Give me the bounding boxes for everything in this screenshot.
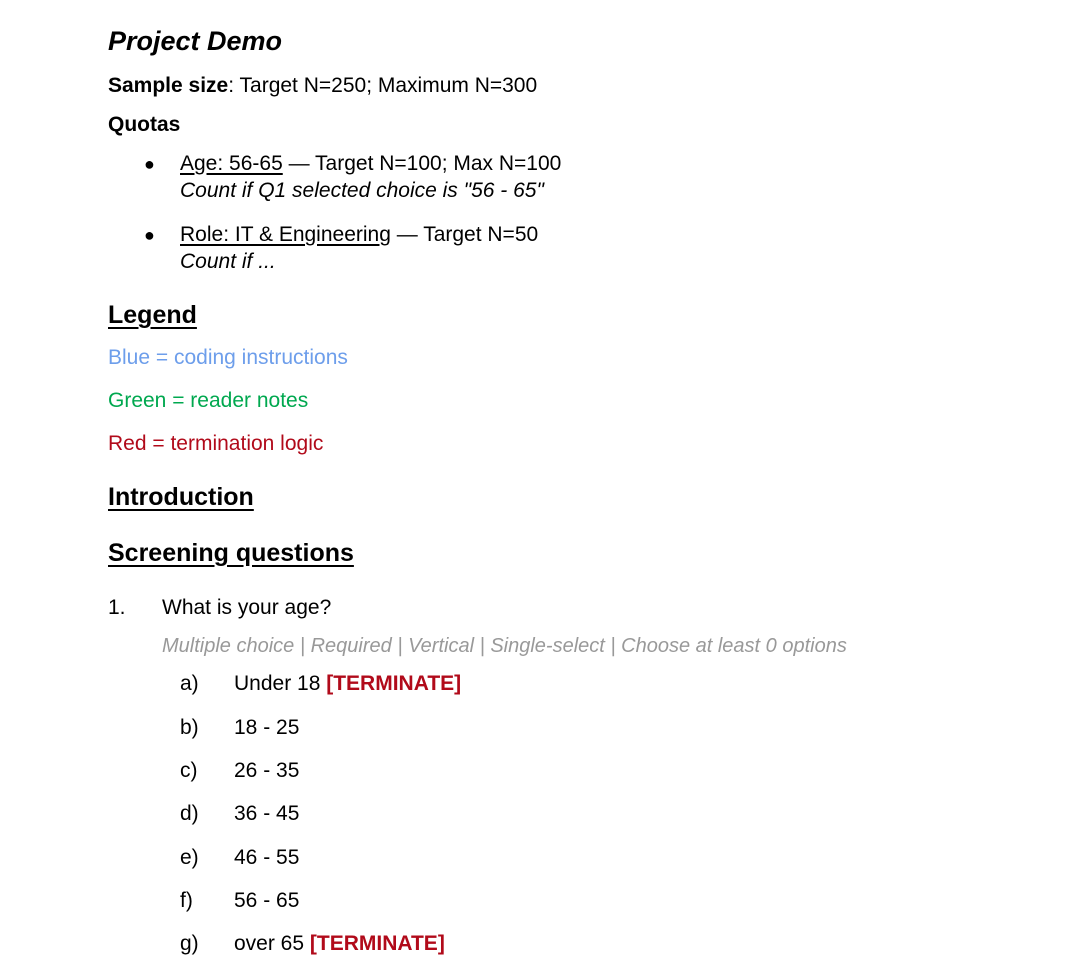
introduction-heading: Introduction — [108, 483, 254, 511]
quota-name: Age: 56-65 — [180, 152, 283, 175]
option-letter: e) — [180, 846, 199, 869]
option-letter: f) — [180, 889, 193, 912]
quota-note: Count if Q1 selected choice is "56 - 65" — [180, 179, 544, 202]
legend-green: Green = reader notes — [108, 389, 309, 412]
option-b: 18 - 25 — [234, 716, 300, 739]
option-d: 36 - 45 — [234, 802, 300, 825]
terminate-flag: [TERMINATE] — [309, 932, 445, 955]
option-letter: b) — [180, 716, 199, 739]
bullet-icon: ● — [144, 225, 155, 245]
legend-heading: Legend — [108, 301, 197, 329]
question-meta: Multiple choice | Required | Vertical | Single-select | Choose at least 0 options — [162, 635, 847, 657]
bullet-icon: ● — [144, 154, 155, 174]
option-text: over 65 — [234, 932, 305, 955]
legend-blue: Blue = coding instructions — [108, 346, 348, 369]
quota-note: Count if ... — [180, 250, 276, 273]
option-c: 26 - 35 — [234, 759, 300, 782]
legend-red: Red = termination logic — [108, 432, 324, 455]
question-number: 1. — [108, 596, 126, 619]
sample-size-label: Sample size — [108, 74, 229, 97]
option-f: 56 - 65 — [234, 889, 300, 912]
option-letter: d) — [180, 802, 199, 825]
quota-detail: — Target N=50 — [390, 223, 539, 246]
option-letter: c) — [180, 759, 198, 782]
terminate-flag: [TERMINATE] — [326, 672, 462, 695]
option-text: Under 18 — [234, 672, 321, 695]
sample-size-value: : Target N=250; Maximum N=300 — [228, 74, 538, 97]
option-letter: a) — [180, 672, 199, 695]
option-g — [234, 930, 445, 958]
document-title: Project Demo — [108, 26, 283, 56]
screening-heading: Screening questions — [108, 539, 354, 567]
quota-item-role — [180, 221, 538, 249]
quota-item-age — [180, 150, 561, 178]
question-text: What is your age? — [162, 596, 332, 619]
quotas-heading: Quotas — [108, 113, 181, 136]
option-e: 46 - 55 — [234, 846, 300, 869]
quota-detail: — Target N=100; Max N=100 — [282, 152, 562, 175]
quota-name: Role: IT & Engineering — [180, 223, 391, 246]
sample-size-line — [108, 72, 537, 100]
option-a — [234, 670, 461, 698]
option-letter: g) — [180, 932, 199, 955]
